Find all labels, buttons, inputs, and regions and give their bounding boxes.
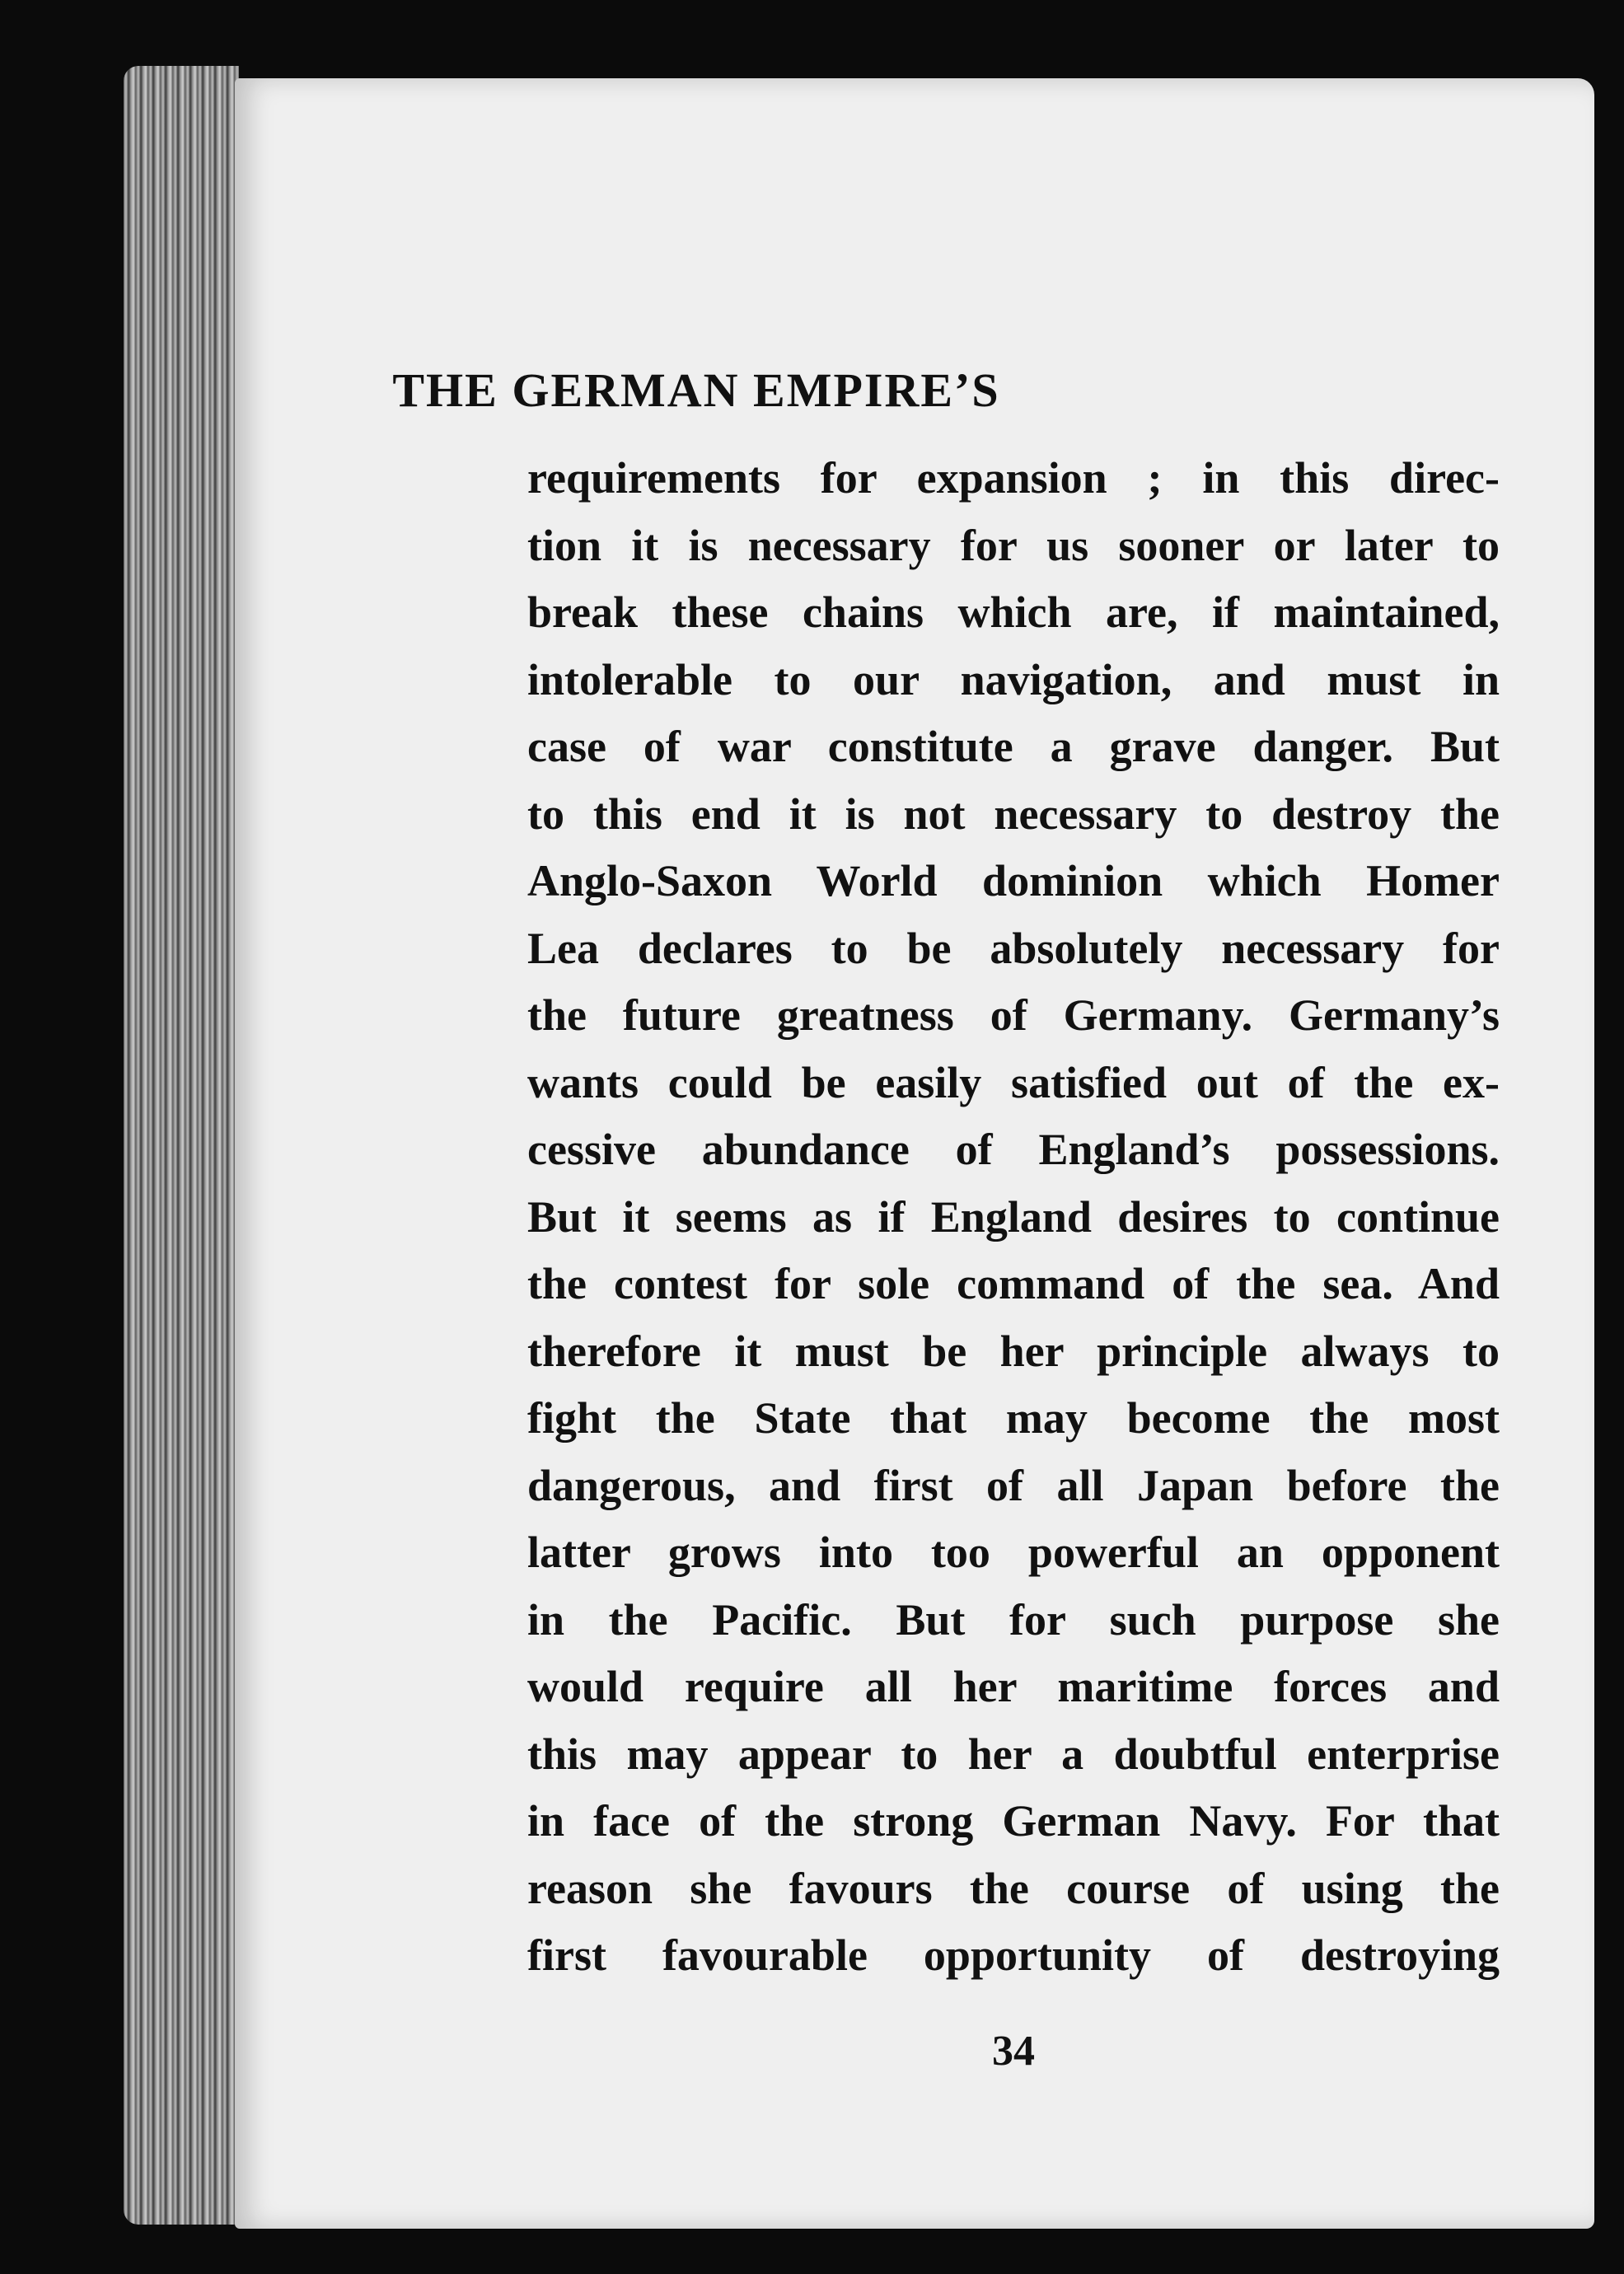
text-line: latter grows into too powerful an opponent	[527, 1528, 1500, 1577]
text-line: the future greatness of Germany. Germany’s	[527, 990, 1500, 1040]
text-line: Lea declares to be absolutely necessary for	[527, 923, 1500, 973]
text-line: cessive abundance of England’s possessions.	[527, 1125, 1500, 1174]
text-line: tion it is necessary for us sooner or later to	[527, 520, 1500, 570]
text-line: requirements for expansion ; in this direc-	[527, 453, 1500, 503]
text-line: this may appear to her a doubtful enterprise	[527, 1729, 1500, 1779]
text-line: in the Pacific. But for such purpose she	[527, 1594, 1500, 1645]
text-line: break these chains which are, if maintained,	[527, 587, 1500, 637]
text-line: would require all her maritime forces and	[527, 1662, 1500, 1711]
text-line: in face of the strong German Navy. For that	[527, 1796, 1500, 1846]
page-number	[235, 2027, 1594, 2075]
book-page-edges	[124, 66, 239, 2225]
text-line: But it seems as if England desires to continue	[527, 1191, 1500, 1242]
body-text	[527, 445, 1500, 1990]
page-number-text: 34	[992, 2028, 1035, 2075]
text-line: intolerable to our navigation, and must in	[527, 654, 1500, 704]
text-line: to this end it is not necessary to destroy the	[527, 788, 1500, 839]
text-line: wants could be easily satisfied out of the ex-	[527, 1057, 1500, 1107]
text-line: reason she favours the course of using the	[527, 1863, 1500, 1913]
text-line: Anglo-Saxon World dominion which Homer	[527, 856, 1500, 905]
text-line: fight the State that may become the most	[527, 1393, 1500, 1443]
text-line: first favourable opportunity of destroying	[527, 1930, 1500, 1980]
running-head	[235, 363, 1594, 418]
text-line: the contest for sole command of the sea. And	[527, 1259, 1500, 1308]
running-head-text: THE GERMAN EMPIRE’S	[392, 363, 1000, 417]
text-line: therefore it must be her principle always to	[527, 1326, 1500, 1376]
book-page	[235, 78, 1594, 2229]
text-line: dangerous, and first of all Japan before the	[527, 1460, 1500, 1510]
text-line: case of war constitute a grave danger. But	[527, 722, 1500, 771]
